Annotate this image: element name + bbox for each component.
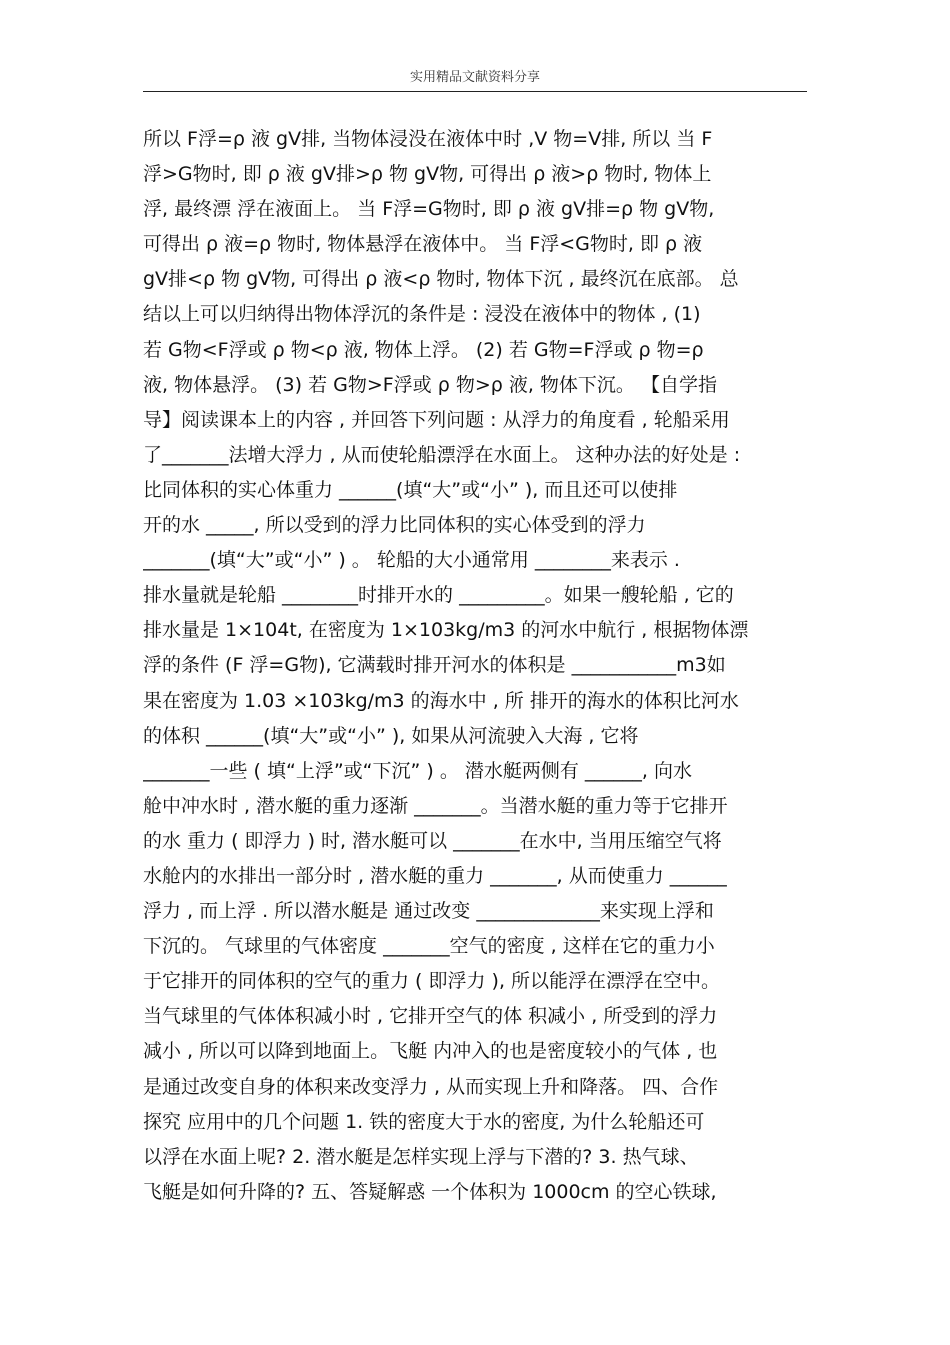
text-line: 浮, 最终漂 浮在液面上。 当 F浮=G物时, 即 ρ 液 gV排=ρ 物 gV物, [143, 198, 715, 221]
text-line: 当气球里的气体体积减小时 , 它排开空气的体 积减小 , 所受到的浮力 [143, 1005, 718, 1028]
text-line: 果在密度为 1.03 ×103kg/m3 的海水中 , 所 排开的海水的体积比河水 [143, 689, 739, 712]
text-line: 的体积 ______(填“大”或“小” ), 如果从河流驶入大海 , 它将 [143, 724, 639, 747]
text-line: 舱中冲水时 , 潜水艇的重力逐渐 _______。当潜水艇的重力等于它排开 [143, 794, 728, 817]
text-line: _______一些 ( 填“上浮”或“下沉” ) 。 潜水艇两侧有 ______, 向水 [143, 759, 693, 782]
text-line: 比同体积的实心体重力 ______(填“大”或“小” ), 而且还可以使排 [143, 478, 678, 501]
text-line: 排水量是 1×104t, 在密度为 1×103kg/m3 的河水中航行 , 根据物体漂 [143, 619, 749, 642]
text-line: 排水量就是轮船 ________时排开水的 _________。如果一艘轮船 , 它的 [143, 584, 734, 607]
text-line: 浮>G物时, 即 ρ 液 gV排>ρ 物 gV物, 可得出 ρ 液>ρ 物时, 物体上 [143, 163, 712, 186]
text-line: 以浮在水面上呢? 2. 潜水艇是怎样实现上浮与下潜的? 3. 热气球、 [143, 1145, 699, 1168]
body-text [143, 122, 807, 1210]
text-line: 结以上可以归纳得出物体浮沉的条件是 : 浸没在液体中的物体 , (1) [143, 303, 701, 326]
text-line: 减小 , 所以可以降到地面上。飞艇 内冲入的也是密度较小的气体 , 也 [143, 1040, 718, 1063]
text-line: 若 G物<F浮或 ρ 物<ρ 液, 物体上浮。 (2) 若 G物=F浮或 ρ 物=ρ [143, 338, 704, 361]
text-line: 导】阅读课本上的内容 , 并回答下列问题 : 从浮力的角度看 , 轮船采用 [143, 408, 730, 431]
text-line: 水舱内的水排出一部分时 , 潜水艇的重力 _______, 从而使重力 ______ [143, 864, 727, 887]
text-line: 的水 重力 ( 即浮力 ) 时, 潜水艇可以 _______在水中, 当用压缩空气将 [143, 829, 722, 852]
text-line: 于它排开的同体积的空气的重力 ( 即浮力 ), 所以能浮在漂浮在空中。 [143, 970, 721, 993]
text-line: 浮力 , 而上浮 . 所以潜水艇是 通过改变 _____________来实现上浮和 [143, 900, 714, 923]
page-header: 实用精品文献资料分享 [409, 70, 540, 85]
text-line: 下沉的。 气球里的气体密度 _______空气的密度 , 这样在它的重力小 [143, 935, 715, 958]
header-divider [143, 91, 807, 92]
text-line: 探究 应用中的几个问题 1. 铁的密度大于水的密度, 为什么轮船还可 [143, 1110, 705, 1133]
text-line: _______(填“大”或“小” ) 。 轮船的大小通常用 ________来表示 . [143, 549, 680, 572]
text-line: 开的水 _____, 所以受到的浮力比同体积的实心体受到的浮力 [143, 514, 646, 537]
text-line: 液, 物体悬浮。 (3) 若 G物>F浮或 ρ 物>ρ 液, 物体下沉。 【自学指 [143, 373, 717, 396]
text-line: 可得出 ρ 液=ρ 物时, 物体悬浮在液体中。 当 F浮<G物时, 即 ρ 液 [143, 233, 703, 256]
text-line: 了_______法增大浮力 , 从而使轮船漂浮在水面上。 这种办法的好处是 : [143, 443, 741, 466]
text-line: 浮的条件 (F 浮=G物), 它满载时排开河水的体积是 ___________m3如 [143, 654, 726, 677]
text-line: 是通过改变自身的体积来改变浮力 , 从而实现上升和降落。 四、合作 [143, 1075, 719, 1098]
text-line: 所以 F浮=ρ 液 gV排, 当物体浸没在液体中时 ,V 物=V排, 所以 当 F [143, 128, 713, 150]
text-line: 飞艇是如何升降的? 五、答疑解惑 一个体积为 1000cm 的空心铁球, [143, 1180, 717, 1203]
text-line: gV排<ρ 物 gV物, 可得出 ρ 液<ρ 物时, 物体下沉 , 最终沉在底部。 总 [143, 268, 739, 291]
